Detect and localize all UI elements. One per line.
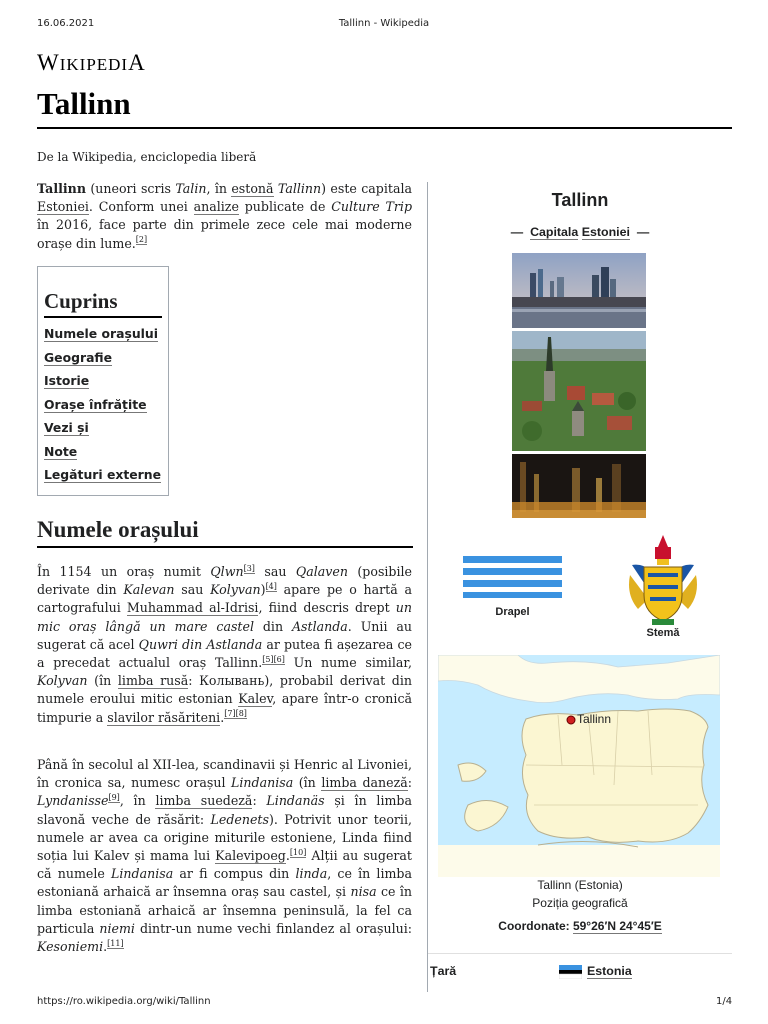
print-page-number: 1/4 xyxy=(716,996,733,1007)
ref-6[interactable]: [6] xyxy=(273,654,285,664)
title-rule xyxy=(37,127,732,129)
ref-8[interactable]: [8] xyxy=(235,709,247,719)
lead-paragraph: Tallinn (uneori scris Talin, în estonă Tallinn) este capitala Estoniei. Conform unei analize publicate de Culture Trip în 2016, face parte din primele zece cele mai moderne orașe din lume.[2] xyxy=(37,181,412,251)
link-estoniei[interactable]: Estoniei xyxy=(37,199,89,215)
link-capitala[interactable]: Capitala xyxy=(530,225,579,239)
logo-letters-mid: IKIPEDI xyxy=(59,55,129,74)
print-date: 16.06.2021 xyxy=(37,18,95,29)
old-town-photo[interactable] xyxy=(512,331,646,451)
infobox-divider xyxy=(428,953,732,954)
toc-item-note[interactable]: Note xyxy=(44,443,78,459)
link-limba-rusa[interactable]: limba rusă xyxy=(117,673,189,689)
toc-item-istorie[interactable]: Istorie xyxy=(44,373,90,388)
ref-3[interactable]: [3] xyxy=(243,563,255,573)
page-title: Tallinn xyxy=(37,86,131,121)
flag-caption: Drapel xyxy=(495,606,530,618)
link-limba-daneza[interactable]: limba daneză xyxy=(321,775,408,791)
infobox-border xyxy=(427,182,428,992)
logo-letter-a: A xyxy=(128,50,146,75)
ref-11[interactable]: [11] xyxy=(107,938,124,948)
ref-2[interactable]: [2] xyxy=(135,235,148,245)
location-map[interactable] xyxy=(438,655,720,877)
coat-of-arms-image[interactable] xyxy=(622,535,704,627)
link-estoniei-infobox[interactable]: Estoniei xyxy=(581,225,630,239)
toc-title: Cuprins xyxy=(44,289,162,318)
infobox-subtitle: — Capitala Estoniei — xyxy=(510,225,650,239)
coordinates-link[interactable]: 59°26′N 24°45′E xyxy=(572,919,662,933)
map-caption: Tallinn (Estonia) xyxy=(537,878,623,892)
country-value[interactable]: Estonia xyxy=(587,964,632,978)
toc-item-orase-infratite[interactable]: Orașe înfrățite xyxy=(44,396,147,412)
link-slavilor[interactable]: slavilor răsăriteni xyxy=(107,709,221,725)
link-kalev[interactable]: Kalev xyxy=(238,691,273,707)
print-url: https://ro.wikipedia.org/wiki/Tallinn xyxy=(37,996,211,1007)
map-label-tallinn: Tallinn xyxy=(577,712,612,726)
skyline-photo[interactable] xyxy=(512,253,646,328)
toc-item-numele[interactable]: Numele orașului xyxy=(44,326,158,341)
logo-letter-w: W xyxy=(37,50,60,75)
toc-item-geografie[interactable]: Geografie xyxy=(44,349,113,365)
ref-7[interactable]: [7] xyxy=(224,709,236,719)
toc-item-vezi-si[interactable]: Vezi și xyxy=(44,420,89,435)
ref-5[interactable]: [5] xyxy=(262,654,274,664)
section-heading-numele: Numele orașului xyxy=(37,517,413,548)
wikipedia-logo[interactable] xyxy=(37,50,146,76)
flag-image[interactable] xyxy=(463,556,562,598)
night-city-photo[interactable] xyxy=(512,454,646,518)
toc-item-legaturi-externe[interactable]: Legături externe xyxy=(44,467,162,482)
lead-bold-title: Tallinn xyxy=(37,181,86,196)
link-analize[interactable]: analize xyxy=(193,199,239,215)
tagline: De la Wikipedia, enciclopedia liberă xyxy=(37,150,257,164)
link-kalevipoeg[interactable]: Kalevipoeg xyxy=(215,848,286,864)
link-estona[interactable]: estonă xyxy=(231,181,274,196)
infobox-title: Tallinn xyxy=(551,190,609,210)
ref-4[interactable]: [4] xyxy=(265,582,277,592)
coat-of-arms-caption: Stemă xyxy=(646,627,680,639)
print-page-title: Tallinn - Wikipedia xyxy=(338,18,430,29)
estonia-flag-icon xyxy=(559,965,582,979)
country-label: Țară xyxy=(430,964,457,978)
ref-10[interactable]: [10] xyxy=(289,847,307,857)
coordinates-row: Coordonate: 59°26′N 24°45′E xyxy=(498,919,662,933)
ref-9[interactable]: [9] xyxy=(108,793,120,803)
paragraph-1: În 1154 un oraș numit Qlwn[3] sau Qalaven (posibile derivate din Kalevan sau Kolyvan)[4] apare pe o hartă a cartografului Muhammad al-Idrisi, fiind descris drept un mic oraș lângă un mare castel din Astlanda. Unii au sugerat că acel Quwri din Astlanda ar putea fi așezarea ce a precedat actualul oraș Tallinn.[5][6] Un nume similar, Kolyvan (în limba rusă: Колывань), probabil derivat din numele eroului mitic estonian Kalev, apare într-o cronică timpurie a slavilor răsăriteni.[7][8] xyxy=(37,563,413,725)
link-limba-suedeza[interactable]: limba suedeză xyxy=(155,793,253,809)
tallinn-marker xyxy=(567,716,575,724)
table-of-contents xyxy=(37,266,169,496)
link-idrisi[interactable]: Muhammad al-Idrisi xyxy=(126,600,259,616)
paragraph-2: Până în secolul al XII-lea, scandinavii și Henric al Livoniei, în cronica sa, numesc orașul Lindanisa (în limba daneză: Lyndanisse[9], în limba suedeză: Lindanäs și în limba slavonă veche de răsărit: Ledenets). Potrivit unor teorii, numele ar avea ca origine miturile estoniene, Linda fiind soția lui Kalev și mama lui Kalevipoeg.[10] Alții au sugerat că numele Lindanisa ar fi compus din linda, ce în limba estoniană arhaică ar însemna oraș sau castel, și nisa ce în limba estoniană arhaică ar însemna peninsulă, la fel ca particula niemi dintr-un nume vechi finlandez al orașului: Kesoniemi.[11] xyxy=(37,757,413,955)
map-subcaption: Poziția geografică xyxy=(532,896,628,910)
